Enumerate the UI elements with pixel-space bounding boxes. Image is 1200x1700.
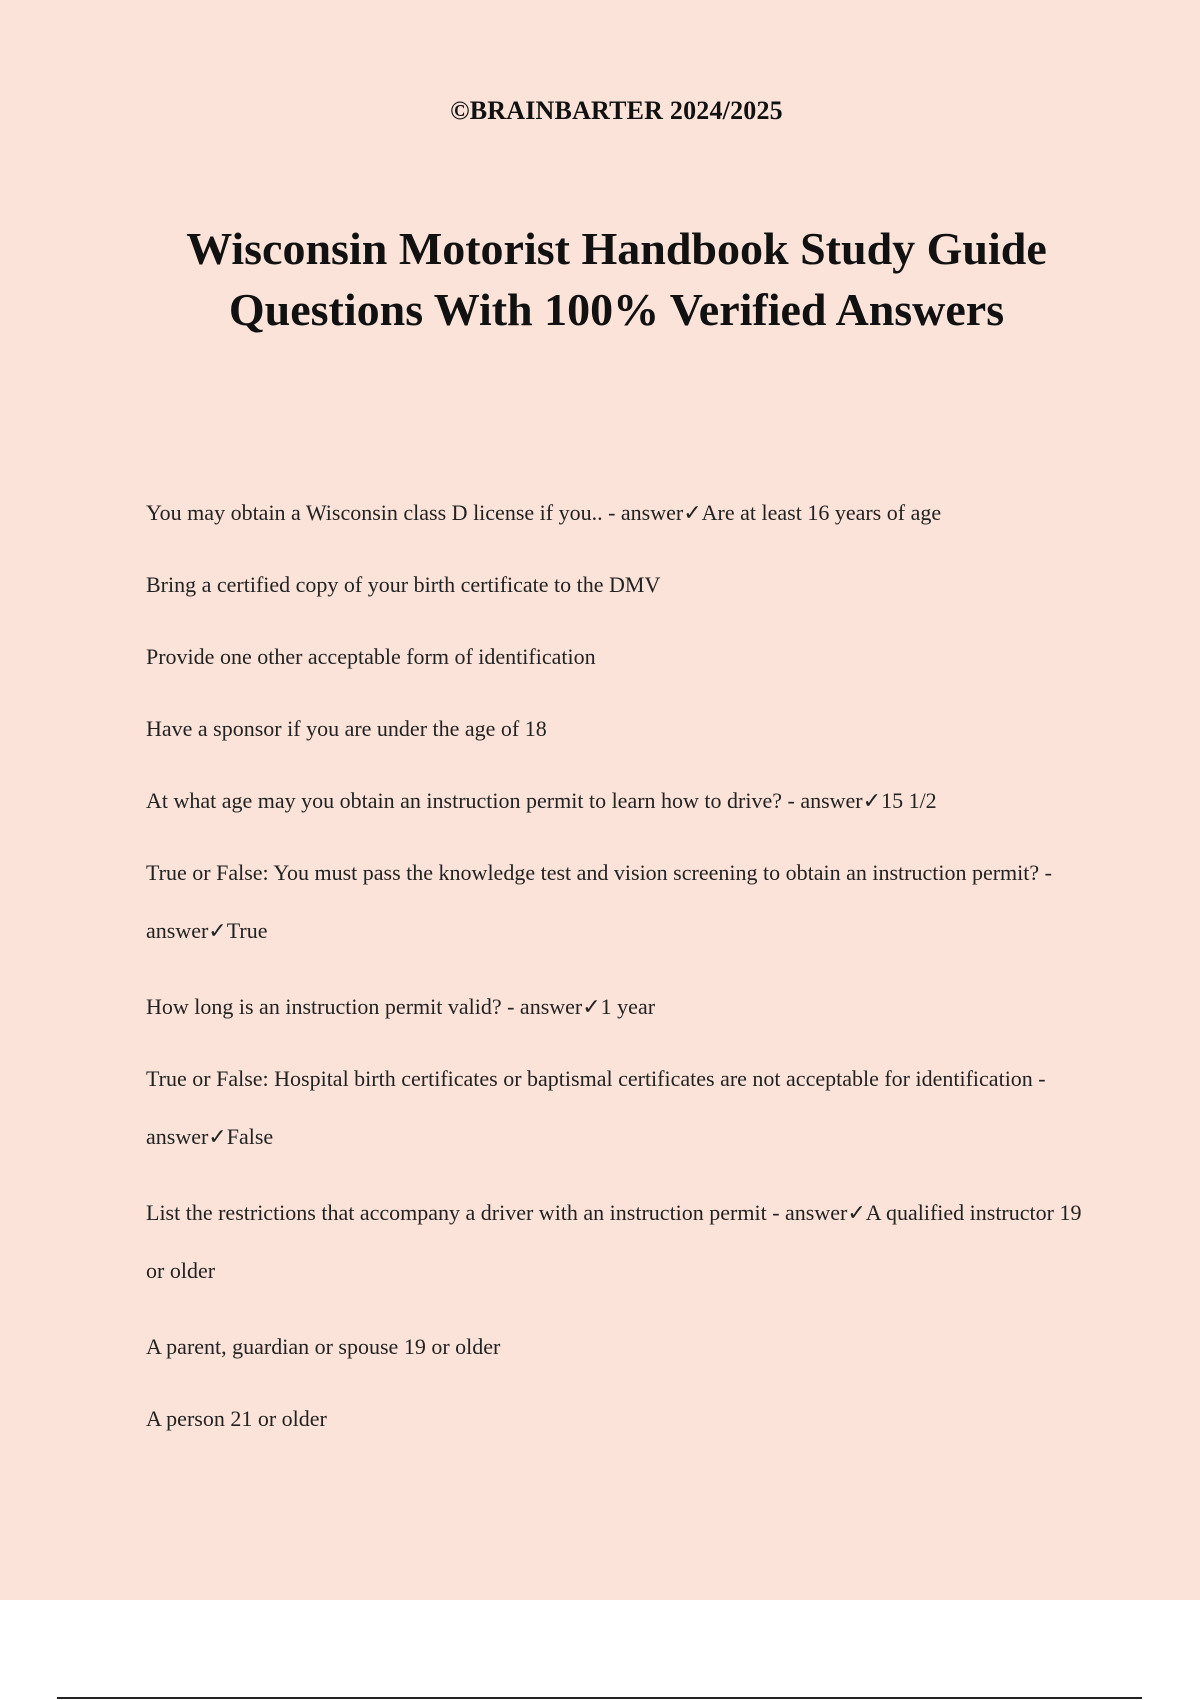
- qa-item: You may obtain a Wisconsin class D license if you.. - answer✓Are at least 16 years of age: [146, 500, 942, 525]
- qa-list: [146, 484, 1086, 1462]
- title-line-1: Wisconsin Motorist Handbook Study Guide: [186, 223, 1047, 274]
- qa-item: List the restrictions that accompany a driver with an instruction permit - answer✓A qualified instructor 19 or older: [146, 1200, 1082, 1283]
- qa-item: Provide one other acceptable form of identification: [146, 644, 596, 669]
- copyright-header: ©BRAINBARTER 2024/2025: [450, 96, 783, 125]
- document-title: [0, 218, 1200, 340]
- title-line-2: Questions With 100% Verified Answers: [228, 284, 1005, 335]
- qa-item: Bring a certified copy of your birth certificate to the DMV: [146, 572, 661, 597]
- qa-item: True or False: Hospital birth certificates or baptismal certificates are not acceptable for identification - answer✓False: [146, 1066, 1046, 1149]
- qa-item: Have a sponsor if you are under the age of 18: [146, 716, 547, 741]
- qa-item: A person 21 or older: [146, 1406, 327, 1431]
- footer-divider: [57, 1697, 1142, 1699]
- qa-item: A parent, guardian or spouse 19 or older: [146, 1334, 501, 1359]
- qa-item: How long is an instruction permit valid? - answer✓1 year: [146, 994, 656, 1019]
- qa-item: At what age may you obtain an instruction permit to learn how to drive? - answer✓15 1/2: [146, 788, 937, 813]
- qa-item: True or False: You must pass the knowledge test and vision screening to obtain an instruction permit? - answer✓True: [146, 860, 1052, 943]
